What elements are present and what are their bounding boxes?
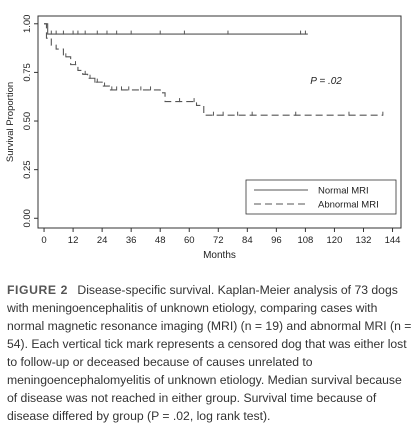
y-axis-label: Survival Proportion (5, 81, 16, 163)
p-value-annotation: P = .02 (310, 76, 342, 88)
y-tick-label: 0.00 (22, 209, 33, 228)
figure-caption-text: Disease-specific survival. Kaplan-Meier analysis of 73 dogs with meningoencephalitis of unknown etiology, comparing cases with normal magnetic resonance imaging (MRI) (n = 19) and abnormal MRI (n = 54). Each vertical tick mark represents a censored dog that was either lost to follow-up or deceased because of causes unrelated to meningoencephalomyelitis of unknown etiology. Median survival because of disease was not reached in either group. Survival time because of disease differed by group (P = .02, log rank test). (7, 283, 412, 423)
series-line-normal-mri (44, 24, 308, 34)
y-tick-label: 0.75 (22, 63, 33, 82)
y-tick-label: 1.00 (22, 14, 33, 34)
x-tick-label: 144 (384, 235, 401, 246)
x-tick-label: 60 (183, 235, 195, 246)
x-tick-label: 72 (213, 235, 224, 246)
y-tick-label: 0.25 (22, 160, 33, 179)
x-tick-label: 96 (271, 235, 282, 246)
x-tick-label: 108 (297, 235, 314, 246)
x-tick-label: 24 (96, 235, 108, 246)
x-axis-label: Months (203, 250, 236, 261)
x-tick-label: 120 (326, 235, 343, 246)
x-tick-label: 12 (67, 235, 79, 246)
legend-label-abnormal-mri: Abnormal MRI (318, 199, 379, 211)
series-line-abnormal-mri (44, 24, 383, 115)
x-tick-label: 0 (41, 235, 47, 246)
x-tick-label: 132 (355, 235, 372, 246)
figure-caption-label: FIGURE 2 (7, 283, 69, 297)
legend-label-normal-mri: Normal MRI (318, 185, 369, 197)
x-tick-label: 84 (242, 235, 253, 246)
x-tick-label: 48 (154, 235, 166, 246)
figure-caption (7, 281, 412, 425)
y-tick-label: 0.50 (22, 111, 33, 131)
x-tick-label: 36 (125, 235, 137, 246)
